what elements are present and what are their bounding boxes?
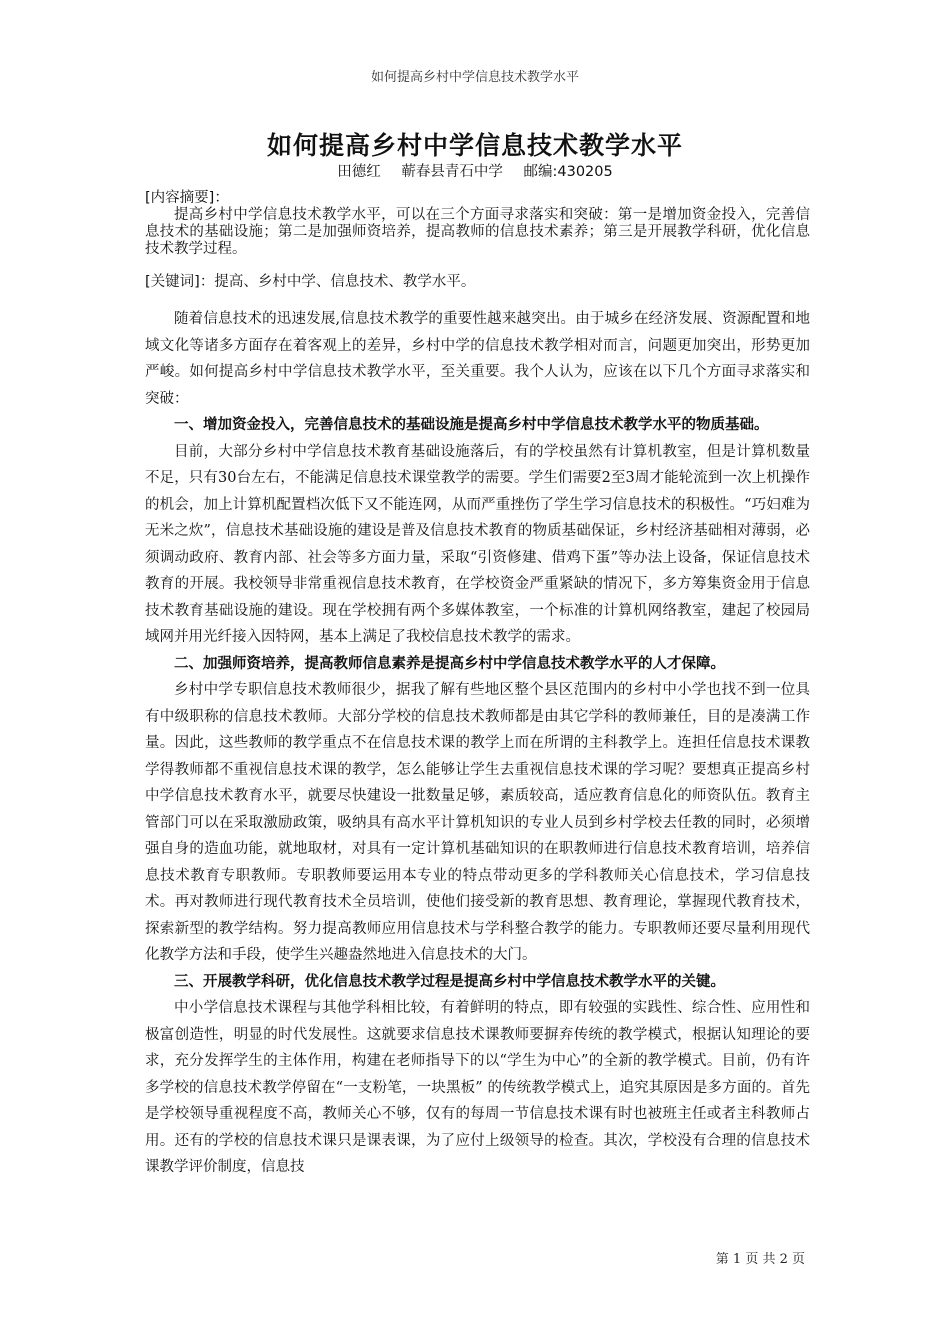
running-header: 如何提高乡村中学信息技术教学水平 bbox=[370, 70, 579, 85]
document-title: 如何提高乡村中学信息技术教学水平 bbox=[266, 131, 683, 160]
keywords-label: [关键词]： bbox=[145, 274, 215, 290]
author-school: 蕲春县青石中学 bbox=[401, 164, 503, 180]
intro-paragraph: 随着信息技术的迅速发展,信息技术教学的重要性越来越突出。由于城乡在经济发展、资源配置和地域文化等诸多方面存在着客观上的差异，乡村中学的信息技术教学相对而言，问题更加突出，形势更加严峻。如何提高乡村中学信息技术教学水平，至关重要。我个人认为，应该在以下几个方面寻求落实和突破： bbox=[145, 311, 810, 407]
keywords-section bbox=[145, 272, 810, 292]
author-postcode: 邮编:430205 bbox=[523, 164, 613, 180]
abstract-text: 提高乡村中学信息技术教学水平，可以在三个方面寻求落实和突破：第一是增加资金投入，完善信息技术的基础设施；第二是加强师资培养，提高教师的信息技术素养；第三是开展教学科研，优化信息技术教学过程。 bbox=[145, 207, 810, 257]
section-heading-3: 三、开展教学科研，优化信息技术教学过程是提高乡村中学信息技术教学水平的关键。 bbox=[174, 973, 725, 990]
abstract-section bbox=[145, 190, 810, 258]
keywords-text: 提高、乡村中学、信息技术、教学水平。 bbox=[214, 274, 476, 290]
section-heading-1: 一、增加资金投入，完善信息技术的基础设施是提高乡村中学信息技术教学水平的物质基础。 bbox=[174, 417, 769, 433]
section-paragraph-3: 中小学信息技术课程与其他学科相比较，有着鲜明的特点，即有较强的实践性、综合性、应用性和极富创造性，明显的时代发展性。这就要求信息技术课教师要摒弃传统的教学模式，根据认知理论的要求，充分发挥学生的主体作用，构建在老师指导下的以“学生为中心”的全新的教学模式。目前，仍有许多学校的信息技术教学停留在“一支粉笔，一块黑板” 的传统教学模式上，追究其原因是多方面的。首先是学校领导重视程度不高，教师关心不够，仅有的每周一节信息技术课有时也被班主任或者主科教师占用。还有的学校的信息技术课只是课表课，为了应付上级领导的检查。其次，学校没有合理的信息技术课教学评价制度，信息技 bbox=[145, 1000, 810, 1175]
section-heading-2: 二、加强师资培养，提高教师信息素养是提高乡村中学信息技术教学水平的人才保障。 bbox=[174, 655, 725, 672]
body-text bbox=[145, 306, 810, 1181]
author-line bbox=[0, 160, 950, 181]
document-content bbox=[145, 190, 810, 1181]
author-name: 田德红 bbox=[337, 164, 381, 180]
abstract-label: [内容摘要]： bbox=[145, 190, 229, 206]
section-paragraph-1: 目前，大部分乡村中学信息技术教育基础设施落后，有的学校虽然有计算机教室，但是计算机数量不足，只有30台左右，不能满足信息技术课堂教学的需要。学生们需要2至3周才能轮流到一次上机操作的机会，加上计算机配置档次低下又不能连网，从而严重挫伤了学生学习信息技术的积极性。“巧妇难为无米之炊”，信息技术基础设施的建设是普及信息技术教育的物质基础保证，乡村经济基础相对薄弱，必须调动政府、教育内部、社会等多方面力量，采取“引资修建、借鸡下蛋”等办法上设备，保证信息技术教育的开展。我校领导非常重视信息技术教育，在学校资金严重紧缺的情况下，多方筹集资金用于信息技术教育基础设施的建设。现在学校拥有两个多媒体教室，一个标准的计算机网络教室，建起了校园局域网并用光纤接入因特网，基本上满足了我校信息技术教学的需求。 bbox=[145, 443, 810, 645]
section-paragraph-2: 乡村中学专职信息技术教师很少，据我了解有些地区整个县区范围内的乡村中小学也找不到一位具有中级职称的信息技术教师。大部分学校的信息技术教师都是由其它学科的教师兼任，目的是凑满工作量。因此，这些教师的教学重点不在信息技术课的教学上而在所谓的主科教学上。连担任信息技术课教学得教师都不重视信息技术课的教学，怎么能够让学生去重视信息技术课的学习呢？要想真正提高乡村中学信息技术教育水平，就要尽快建设一批数量足够，素质较高，适应教育信息化的师资队伍。教育主管部门可以在采取激励政策，吸纳具有高水平计算机知识的专业人员到乡村学校去任教的同时，必须增强自身的造血功能，就地取材，对具有一定计算机基础知识的在职教师进行信息技术教育培训，培养信息技术教育专职教师。专职教师要运用本专业的特点带动更多的学科教师关心信息技术，学习信息技术。再对教师进行现代教育技术全员培训，使他们接受新的教育思想、教育理论，掌握现代教育技术，探索新型的教学结构。努力提高教师应用信息技术与学科整合教学的能力。专职教师还要尽量利用现代化教学方法和手段，使学生兴趣盎然地进入信息技术的大门。 bbox=[145, 682, 810, 963]
page-number: 第 1 页 共 2 页 bbox=[715, 1252, 805, 1267]
